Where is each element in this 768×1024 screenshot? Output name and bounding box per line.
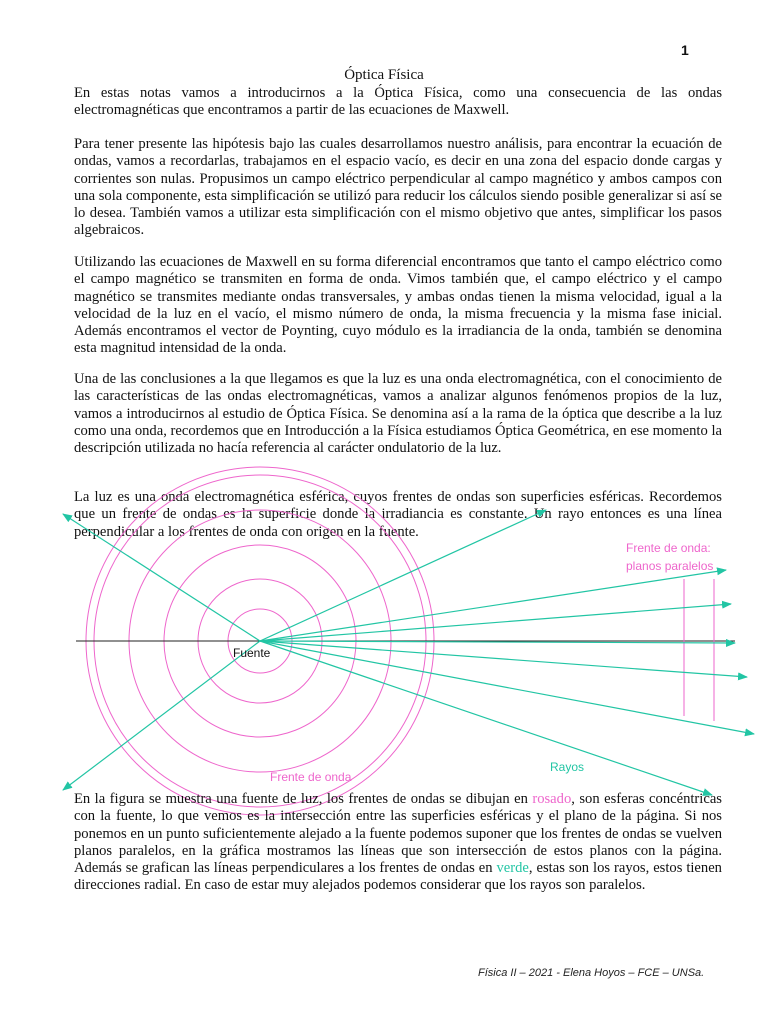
paragraph-figure-description	[74, 791, 722, 895]
paragraph-spherical-wave: La luz es una onda electromagnética esférica, cuyos frentes de ondas son superficies esféricas. Recordemos que un frente de ondas es la superficie donde la irradiancia es constante. Un rayo entonces es una línea perpendicular a los frentes de onda con origen en la fuente.	[74, 489, 722, 540]
rays-label: Rayos	[550, 760, 585, 774]
ray	[63, 641, 260, 790]
source-label: Fuente	[233, 646, 271, 660]
ray	[63, 514, 260, 641]
parallel-planes	[684, 579, 714, 721]
green-word: verde	[496, 860, 529, 877]
paragraph-conclusions: Una de las conclusiones a la que llegamos es que la luz es una onda electromagnética, con el conocimiento de las características de las ondas electromagnéticas, vamos a analizar algunos fenómenos propios de la luz, vamos a introducirnos al estudio de Óptica Física. Se denomina así a la rama de la óptica que describe a la luz como una onda, recordemos que en Introducción a la Física estudiamos Óptica Geométrica, en ese momento la descripción utilizada no hacía referencia al carácter ondulatorio de la luz.	[74, 371, 722, 457]
text-segment: , son esferas concéntricas con la fuente, lo que vemos es la intersección entre las superficies esféricas y el plano de la página. Si nos ponemos en un punto suficientemente alejado a la fuente podemos suponer que los frentes de ondas se vuelven planos paralelos, en la gráfica mostramos las líneas que son intersección de estos planos con la página. Además se grafican las líneas perpendiculares a los frentes de ondas en	[74, 791, 722, 877]
text-segment: En la figura se muestra una fuente de luz, los frentes de ondas se dibujan en	[74, 791, 533, 807]
page-footer: Física II – 2021 - Elena Hoyos – FCE – UNSa.	[478, 967, 705, 979]
ray	[260, 570, 726, 641]
plane-label-line2: planos paralelos	[626, 559, 714, 573]
paragraph-maxwell: Utilizando las ecuaciones de Maxwell en su forma diferencial encontramos que tanto el campo eléctrico como el campo magnético se transmiten en forma de onda. Vimos también que, el campo eléctrico y el campo magnético se transmites mediante ondas transversales, y ambas ondas tienen la misma velocidad, igual a la velocidad de la luz en el vacío, el mismo número de onda, la misma frecuencia y la misma fase inicial. Además encontramos el vector de Poynting, cuyo módulo es la irradiancia de la onda, también se denomina esta magnitud intensidad de la onda.	[74, 254, 722, 357]
text-segment: , estas son los rayos, estos tienen direcciones radial. En caso de estar muy alejados podemos considerar que los rayos son paralelos.	[74, 860, 722, 894]
pink-word: rosado	[532, 791, 572, 807]
ray	[260, 604, 731, 641]
ray	[260, 641, 747, 677]
plane-label-line1: Frente de onda:	[626, 541, 711, 555]
paragraph-intro: En estas notas vamos a introducirnos a la Óptica Física, como una consecuencia de las ondas electromagnéticas que encontramos a partir de las ecuaciones de Maxwell.	[74, 85, 722, 119]
page-number: 1	[681, 42, 689, 58]
paragraph-hypotheses: Para tener presente las hipótesis bajo las cuales desarrollamos nuestro análisis, para encontrar la ecuación de ondas, vamos a recordarlas, trabajamos en el espacio vacío, es decir en una zona del espacio donde cargas y corrientes son nulas. Propusimos un campo eléctrico perpendicular al campo magnético y ambos campos con una sola componente, esta simplificación se utilizó para reducir los cálculos siendo posible generalizar si así se lo desea. También vamos a utilizar esta simplificación con el mismo objetivo que antes, simplificar los pasos algebraicos.	[74, 136, 722, 239]
ray	[260, 641, 754, 734]
wavefront-label: Frente de onda	[270, 770, 352, 784]
page-title: Óptica Física	[344, 67, 424, 83]
